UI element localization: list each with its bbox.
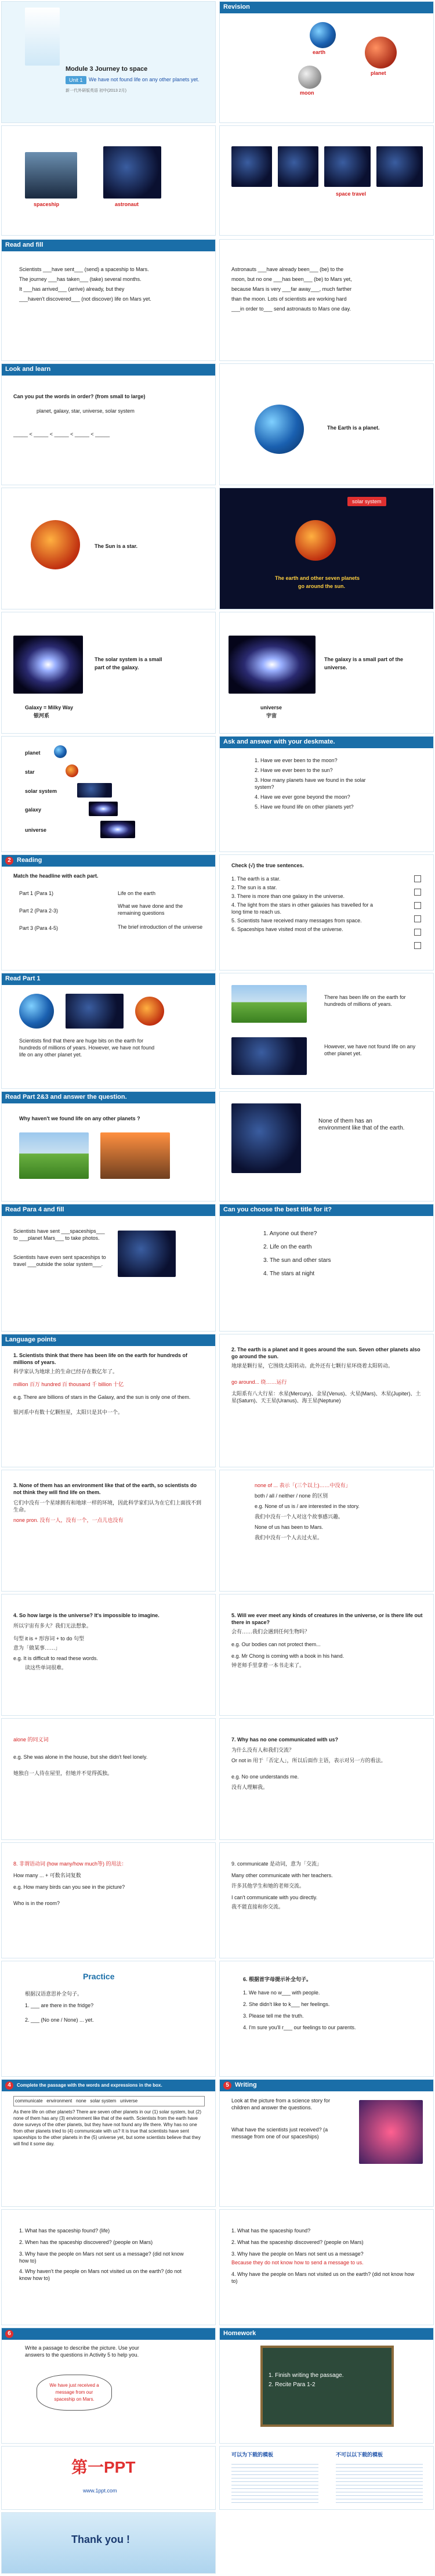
check-item-4: 4. The light from the stars in other galaxies has travelled for a long time to reach us.: [231, 902, 373, 915]
spaceship-image: [25, 152, 77, 199]
question-why: Why haven't we found life on any other planets ?: [19, 1116, 140, 1121]
planet-image: [365, 37, 397, 68]
slide-language-points-10: [219, 1842, 434, 1958]
slide-revision: [219, 1, 434, 123]
spaceship-image: [118, 1231, 176, 1277]
slide-read-part-1: [1, 973, 216, 1089]
slide-practice-2: [219, 1961, 434, 2077]
order-item-2: star: [25, 769, 35, 775]
space-travel-image-3: [324, 146, 371, 187]
astronaut-image: [103, 146, 161, 199]
slide-bar: Ask and answer with your deskmate.: [220, 737, 433, 748]
landscape-image: [231, 985, 307, 1023]
slide-life-earth: [219, 973, 434, 1089]
ppt-logo: 第一PPT: [71, 2458, 136, 2476]
order-item-4: galaxy: [25, 807, 42, 813]
check-item-5: 5. Scientists have received many messages from space.: [231, 918, 362, 923]
module-title: Module 3 Journey to space: [66, 66, 148, 73]
slide-thank-you: [1, 2512, 216, 2574]
question-5: 5. Have we found life on other planets yet?: [255, 804, 354, 810]
slide-bar: Read Part 2&3 and answer the question.: [2, 1092, 215, 1103]
lp7-line-1: alone 的同义词: [13, 1737, 49, 1742]
lp8-line-2: 为什么没有人和我们交流？: [231, 1747, 295, 1753]
lp3-line-2: 它们中没有一个星球拥有和地球一样的环境，因此科学家们认为在它们上面找不到生命。: [13, 1500, 202, 1513]
slide-language-points-2: [219, 1334, 434, 1467]
universe-caption-1: The galaxy is a small part of the: [324, 656, 404, 662]
slide-spaceship: [1, 125, 216, 236]
sun-caption: The Sun is a star.: [95, 543, 138, 549]
fill-line-2: The journey ___has taken___ (take) several months.: [19, 276, 142, 282]
option-1[interactable]: 1. Anyone out there?: [263, 1231, 317, 1237]
lp4-line-1: none of ... 表示「(三个以上)……中没有」: [255, 1482, 351, 1488]
lp6-line-1: 5. Will we ever meet any kinds of creatures in the universe, or is there life out there in space?: [231, 1612, 423, 1625]
lp4-line-6: 我们中没有一个人去过火星。: [255, 1535, 323, 1540]
slide-bar: Look and learn: [2, 364, 215, 376]
slide-language-points-6: [219, 1594, 434, 1716]
landscape-image: [19, 1132, 89, 1179]
slide-read-part-2-3: [1, 1091, 216, 1202]
slide-none-environment: [219, 1091, 434, 1202]
lp8-line-1: 7. Why has no one communicated with us?: [231, 1737, 339, 1742]
slide-look-learn: [1, 363, 216, 485]
lp7-line-2: e.g. She was alone in the house, but she didn't feel lonely.: [13, 1754, 148, 1760]
wq-item-2: 2. When has the spaceship discovered? (people on Mars): [19, 2239, 153, 2245]
write-instruction: Write a passage to describe the picture. Use your answers to the questions in Activity 5 to help you.: [25, 2345, 139, 2358]
word-5: universe: [120, 2098, 138, 2104]
word-3: none: [75, 2098, 86, 2104]
practice-item-2: 1. ___ are there in the fridge?: [25, 2003, 94, 2008]
lp3-line-3: none pron. 没有一人，没有一个，一点儿也没有: [13, 1517, 124, 1523]
checkbox-3[interactable]: [414, 902, 421, 909]
spaceship-label: spaceship: [34, 201, 60, 207]
environment-answer: None of them has an environment like that of the earth.: [318, 1118, 405, 1131]
lp5-line-2: 所以宇宙有多大？我们无法想象。: [13, 1623, 92, 1629]
writing-sub: What have the scientists just received? (a message from one of our spaceships): [231, 2127, 328, 2140]
option-3[interactable]: 3. The sun and other stars: [263, 1257, 331, 1264]
galaxy-sub-2: 银河系: [34, 713, 50, 719]
earth-image: [255, 405, 304, 454]
moon-image: [298, 66, 321, 89]
slide-read-fill-2: [219, 239, 434, 361]
match-part-1: Part 1 (Para 1): [19, 890, 54, 896]
unit-title: We have not found life on any other planets yet.: [89, 77, 200, 82]
para4-line-1: Scientists have sent ___spaceships___ to ___planet Mars___ to take photos.: [13, 1228, 105, 1241]
earth-label: earth: [313, 49, 326, 55]
slide-language-points-5: [1, 1594, 216, 1716]
slide-language-points-1: [1, 1334, 216, 1467]
lp9-line-1: 8. 非谓语动词 (how many/how much等) 的用法：: [13, 1861, 127, 1867]
slide-practice: [1, 1961, 216, 2077]
lp6-line-2: 会有……我们会遇到任何生物吗？: [231, 1629, 310, 1635]
order-item-1: planet: [25, 750, 41, 756]
galaxy-sub-1: Galaxy = Milky Way: [25, 705, 73, 710]
slide-bar: Read Para 4 and fill: [2, 1204, 215, 1216]
slide-homework: [219, 2328, 434, 2444]
publisher-line: 新一代外研版英语 初中(2013 2月): [66, 89, 127, 93]
lp9-line-2: How many ... + 可数名词复数: [13, 1873, 81, 1878]
lp9-line-4: Who is in the room?: [13, 1900, 60, 1906]
slide-bar: 2 Reading: [2, 855, 215, 867]
lp8-line-3: Or not in 用于「否定人」，所以后面作主语，表示对另一方的看法。: [231, 1758, 386, 1763]
universe-sub-1: universe: [260, 705, 282, 710]
planet-label: planet: [371, 70, 386, 76]
solar-system-image: [231, 1103, 301, 1173]
lp1-line-5: 银河系中有数十亿颗恒星，太阳只是其中一个。: [13, 1409, 124, 1415]
slide-language-points-3: [1, 1470, 216, 1592]
practice-item-3: 2. ___ (No one / None) ... yet.: [25, 2017, 94, 2023]
unit-badge: Unit 1: [66, 76, 86, 84]
planet-scene-image: [100, 1132, 170, 1179]
question-1: 1. Have we ever been to the moon?: [255, 757, 338, 763]
planet-icon: [54, 745, 67, 758]
slide-space-travel: [219, 125, 434, 236]
lp6-line-3: e.g. Our bodies can not protect them...: [231, 1641, 321, 1647]
match-head-3: The brief introduction of the universe: [118, 924, 203, 930]
solar-system-icon: [77, 783, 112, 798]
space-travel-image-2: [278, 146, 318, 187]
universe-icon: [100, 821, 135, 838]
order-question: Can you put the words in order? (from small to large): [13, 394, 146, 399]
wq-item-1: 1. What has the spaceship found? (life): [19, 2228, 110, 2234]
order-words: planet, galaxy, star, universe, solar system: [37, 408, 135, 414]
star-icon: [66, 764, 78, 777]
slide-bar: Language points: [2, 1334, 215, 1346]
lp1-line-3: million 百万 hundred 百 thousand 千 billion 十亿: [13, 1381, 124, 1387]
lp10-line-2: Many other communicate with her teachers.: [231, 1873, 333, 1878]
slide-bar: 5 Writing: [220, 2080, 433, 2091]
links-head-2: 不可以以下载的模板: [336, 2452, 383, 2458]
space-travel-image-1: [231, 146, 272, 187]
lp7-line-3: 她独自一人待在屋里，但她并不觉得孤独。: [13, 1770, 113, 1776]
slide-language-points-8: [219, 1718, 434, 1840]
lp5-line-3: 句型 it is + 形容词 + to do 句型: [13, 1636, 85, 1641]
passage-text: As there life on other planets? There are seven other planets in our (1) solar system, but (2) none of them has any (3) environment like that of the earth. Scientists from the earth have done surveys of the other planets, but they have not found any life there. Why has no one from other planets tried to (4) communicate with us? It is true that scientists have sent spaceships to the other planets in the (5) universe yet, but some scientists believe that they will find it some day.: [13, 2109, 202, 2146]
match-head-1: Life on the earth: [118, 890, 156, 896]
solar-caption-2: go around the sun.: [298, 583, 345, 589]
word-box: [13, 2096, 205, 2106]
match-part-2: Part 2 (Para 2-3): [19, 908, 59, 914]
universe-image: [229, 636, 316, 694]
slide-complete-passage: [1, 2079, 216, 2207]
slide-language-points-4: [219, 1470, 434, 1592]
lp10-line-1: 9. communicate 是动词，意为「交流」: [231, 1861, 322, 1867]
match-part-3: Part 3 (Para 4-5): [19, 925, 59, 931]
checkbox-5[interactable]: [414, 929, 421, 936]
lp10-line-4: I can't communicate with you directly.: [231, 1895, 318, 1900]
practice2-item-1: 6. 根据首字母提示补全句子。: [243, 1976, 312, 1982]
slide-earth-planet: [219, 363, 434, 485]
slide-galaxy: [1, 612, 216, 734]
lp8-line-5: 没有人理解我。: [231, 1784, 269, 1790]
fill-line-5: ___in order to___ send astronauts to Mars one day.: [231, 306, 351, 312]
galaxy-caption-2: part of the galaxy.: [95, 665, 139, 670]
check-item-6: 6. Spaceships have visited most of the universe.: [231, 926, 343, 932]
lp2-line-2: 地球是颗行星，它围绕太阳转动。此外还有七颗行星环绕着太阳转动。: [231, 1363, 394, 1369]
match-instruction: Match the headline with each part.: [13, 873, 99, 879]
lp5-line-5: e.g. It is difficult to read these words.: [13, 1655, 98, 1661]
order-item-5: universe: [25, 827, 47, 833]
lp2-line-1: 2. The earth is a planet and it goes around the sun. Seven other planets also go around the sun.: [231, 1347, 420, 1359]
fill-line-1: Scientists ___have sent___ (send) a spaceship to Mars.: [19, 266, 149, 272]
life-text-2: However, we have not found life on any other planet yet.: [324, 1044, 416, 1056]
space-travel-image-4: [376, 146, 423, 187]
space-travel-label: space travel: [336, 191, 367, 197]
word-4: solar system: [90, 2098, 117, 2104]
slide-reading-match: [1, 854, 216, 970]
galaxy-caption-1: The solar system is a small: [95, 656, 162, 662]
slide-write-passage: [1, 2328, 216, 2444]
practice2-item-5: 4. I'm sure you'll r___ our feelings to our parents.: [243, 2025, 356, 2030]
fill-line-3: because Mars is very ___far away___, much farther: [231, 286, 352, 292]
lp2-line-4: 太阳系有八大行星：水星(Mercury)、金星(Venus)、火星(Mars)、木星(Jupiter)、土星(Saturn)、天王星(Uranus)、海王星(Neptune): [231, 1391, 421, 1404]
checkbox-4[interactable]: [414, 915, 421, 922]
slide-best-title: [219, 1204, 434, 1332]
astronaut-image: [25, 8, 60, 66]
homework-board: [260, 2346, 394, 2427]
ppt-url: www.1ppt.com: [83, 2488, 117, 2494]
match-head-2: What we have done and the remaining questions: [118, 903, 183, 916]
fill-line-1: Astronauts ___have already been___ (be) to the: [231, 266, 344, 272]
lp3-line-1: 3. None of them has an environment like that of the earth, so scientists do not think they will find life on them.: [13, 1482, 197, 1495]
writing-instruction: Look at the picture from a science story for children and answer the questions.: [231, 2098, 331, 2110]
checkbox-2[interactable]: [414, 889, 421, 896]
slide-ask-answer: [219, 736, 434, 852]
solar-system-tag: solar system: [347, 497, 386, 506]
slide-check-true: [219, 854, 434, 970]
solar-caption-1: The earth and other seven planets: [275, 575, 360, 581]
earth-image: [310, 22, 336, 48]
thanks-text: Thank you !: [71, 2534, 130, 2545]
fill-line-2: moon, but no one ___has been___ (be) to Mars yet,: [231, 276, 352, 282]
life-text-1: There has been life on the earth for hundreds of millions of years.: [324, 994, 406, 1007]
word-2: environment: [46, 2098, 72, 2104]
wa-item-5: 4. Why have the people on Mars not visited us on the earth? (did not know how to): [231, 2271, 415, 2284]
part1-text: Scientists find that there are huge bits on the earth for hundreds of millions of years. However, we have not found life on any other planet yet.: [19, 1038, 155, 1058]
lp1-line-4: e.g. There are billions of stars in the Galaxy, and the sun is only one of them.: [13, 1394, 191, 1400]
wq-item-3: 3. Why have the people on Mars not sent us a message? (did not know how to): [19, 2251, 184, 2264]
slide-language-points-9: [1, 1842, 216, 1958]
lp10-line-5: 我不能直接和你交流。: [231, 1904, 284, 1910]
question-3: 3. How many planets have we found in the solar system?: [255, 777, 366, 790]
slide-writing-answers: [219, 2209, 434, 2325]
universe-caption-2: universe.: [324, 665, 347, 670]
practice-title: Practice: [83, 1972, 115, 1981]
fill-line-3: It ___has arrived___ (arrive) already, but they: [19, 286, 125, 292]
practice2-item-4: 3. Please tell me the truth.: [243, 2013, 304, 2019]
homework-item-1: 1. Finish writing the passage.: [269, 2372, 344, 2379]
option-4[interactable]: 4. The stars at night: [263, 1271, 315, 1277]
slide-logo: [1, 2446, 216, 2510]
checkbox-1[interactable]: [414, 875, 421, 882]
slide-bar: Revision: [220, 2, 433, 13]
earth-image: [19, 994, 54, 1029]
universe-sub-2: 宇宙: [266, 713, 277, 719]
word-1: communicate: [15, 2098, 43, 2104]
homework-item-2: 2. Recite Para 1-2: [269, 2382, 316, 2388]
sun-image: [31, 520, 80, 569]
wa-item-4: Because they do not know how to send a message to us.: [231, 2260, 364, 2265]
lp6-line-5: 钟老师手里拿着一本书走来了。: [231, 1662, 305, 1668]
moon-label: moon: [300, 90, 314, 96]
slide-universe: [219, 612, 434, 734]
planets-image: [66, 994, 124, 1029]
links-head-1: 可以为下载的模板: [231, 2452, 274, 2458]
option-2[interactable]: 2. Life on the earth: [263, 1244, 312, 1250]
galaxy-icon: [89, 802, 118, 816]
practice2-item-3: 2. She didn't like to k___ her feelings.: [243, 2001, 330, 2007]
space-image: [231, 1037, 307, 1075]
lp4-line-4: 我们中没有一个人对这个故事感兴趣。: [255, 1514, 344, 1520]
lp4-line-3: e.g. None of us is / are interested in the story.: [255, 1503, 360, 1509]
slide-sun-star: [1, 488, 216, 609]
lp6-line-4: e.g. Mr Chong is coming with a book in his hand.: [231, 1653, 345, 1659]
check-item-2: 2. The sun is a star.: [231, 885, 277, 890]
checkbox-6[interactable]: [414, 942, 421, 949]
slide-bar: 6: [2, 2328, 215, 2340]
wa-item-3: 3. Why have the people on Mars not sent us a message?: [231, 2251, 364, 2257]
practice-item-1: 根据汉语意思补全句子。: [25, 1991, 83, 1997]
question-4: 4. Have we ever gone beyond the moon?: [255, 794, 350, 800]
lp10-line-3: 许多其他学生和她的老师交流。: [231, 1883, 305, 1889]
lp2-line-3: go around... 绕……运行: [231, 1379, 287, 1385]
slide-bar: 4 Complete the passage with the words and expressions in the box.: [2, 2080, 215, 2091]
slide-size-order: [1, 736, 216, 852]
lp5-line-4: 意为「做某事……」: [13, 1645, 61, 1651]
practice2-item-2: 1. We have no w___ with people.: [243, 1990, 320, 1996]
order-blanks: _____ < _____ < _____ < _____ < _____: [13, 431, 110, 437]
wa-item-1: 1. What has the spaceship found?: [231, 2228, 311, 2234]
check-instruction: Check (√) the true sentences.: [231, 863, 304, 868]
para4-line-2: Scientists have even sent spaceships to travel ___outside the solar system___.: [13, 1254, 106, 1267]
order-item-3: solar system: [25, 788, 57, 794]
fill-line-4: ___haven't discovered___ (not discover) life on Mars yet.: [19, 296, 151, 302]
lp5-line-6: 读这些单词很难。: [25, 1665, 67, 1671]
wq-item-4: 4. Why haven't the people on Mars not visited us on the earth? (do not know how to): [19, 2268, 182, 2281]
slide-bar: Homework: [220, 2328, 433, 2340]
lp1-line-1: 1. Scientists think that there has been life on the earth for hundreds of millions of years.: [13, 1352, 188, 1365]
lp4-line-5: None of us has been to Mars.: [255, 1524, 324, 1530]
lp9-line-3: e.g. How many birds can you see in the picture?: [13, 1884, 125, 1890]
lp4-line-2: both / all / neither / none 的区别: [255, 1493, 328, 1499]
lp8-line-4: e.g. No one understands me.: [231, 1774, 299, 1780]
slide-bar: Read and fill: [2, 240, 215, 251]
sun-image: [135, 997, 164, 1026]
alien-image: [359, 2100, 423, 2164]
slide-links: [219, 2446, 434, 2510]
slide-bar: Can you choose the best title for it?: [220, 1204, 433, 1216]
slide-writing-questions: [1, 2209, 216, 2325]
fill-line-4: than the moon. Lots of scientists are working hard: [231, 296, 347, 302]
galaxy-image: [13, 636, 83, 694]
lp1-line-2: 科学家认为地球上的生命已经存在数亿年了。: [13, 1369, 118, 1374]
links-list-2[interactable]: [336, 2461, 423, 2505]
slide-read-fill: [1, 239, 216, 361]
check-item-1: 1. The earth is a star.: [231, 876, 281, 882]
slide-title: [1, 1, 216, 123]
sun-image: [295, 520, 336, 561]
lp5-line-1: 4. So how large is the universe? It's impossible to imagine.: [13, 1612, 160, 1618]
slide-language-points-7: [1, 1718, 216, 1840]
astronaut-label: astronaut: [115, 201, 139, 207]
slide-bar: Read Part 1: [2, 973, 215, 985]
slide-read-para-4: [1, 1204, 216, 1332]
question-2: 2. Have we ever been to the sun?: [255, 767, 333, 773]
check-item-3: 3. There is more than one galaxy in the universe.: [231, 893, 345, 899]
links-list-1[interactable]: [231, 2461, 318, 2505]
wa-item-2: 2. What has the spaceship discovered? (people on Mars): [231, 2239, 364, 2245]
slide-writing: [219, 2079, 434, 2207]
earth-caption: The Earth is a planet.: [327, 425, 380, 431]
slide-solar-system: [219, 488, 434, 609]
speech-bubble: We have just received a message from our spaceship on Mars.: [37, 2375, 112, 2411]
